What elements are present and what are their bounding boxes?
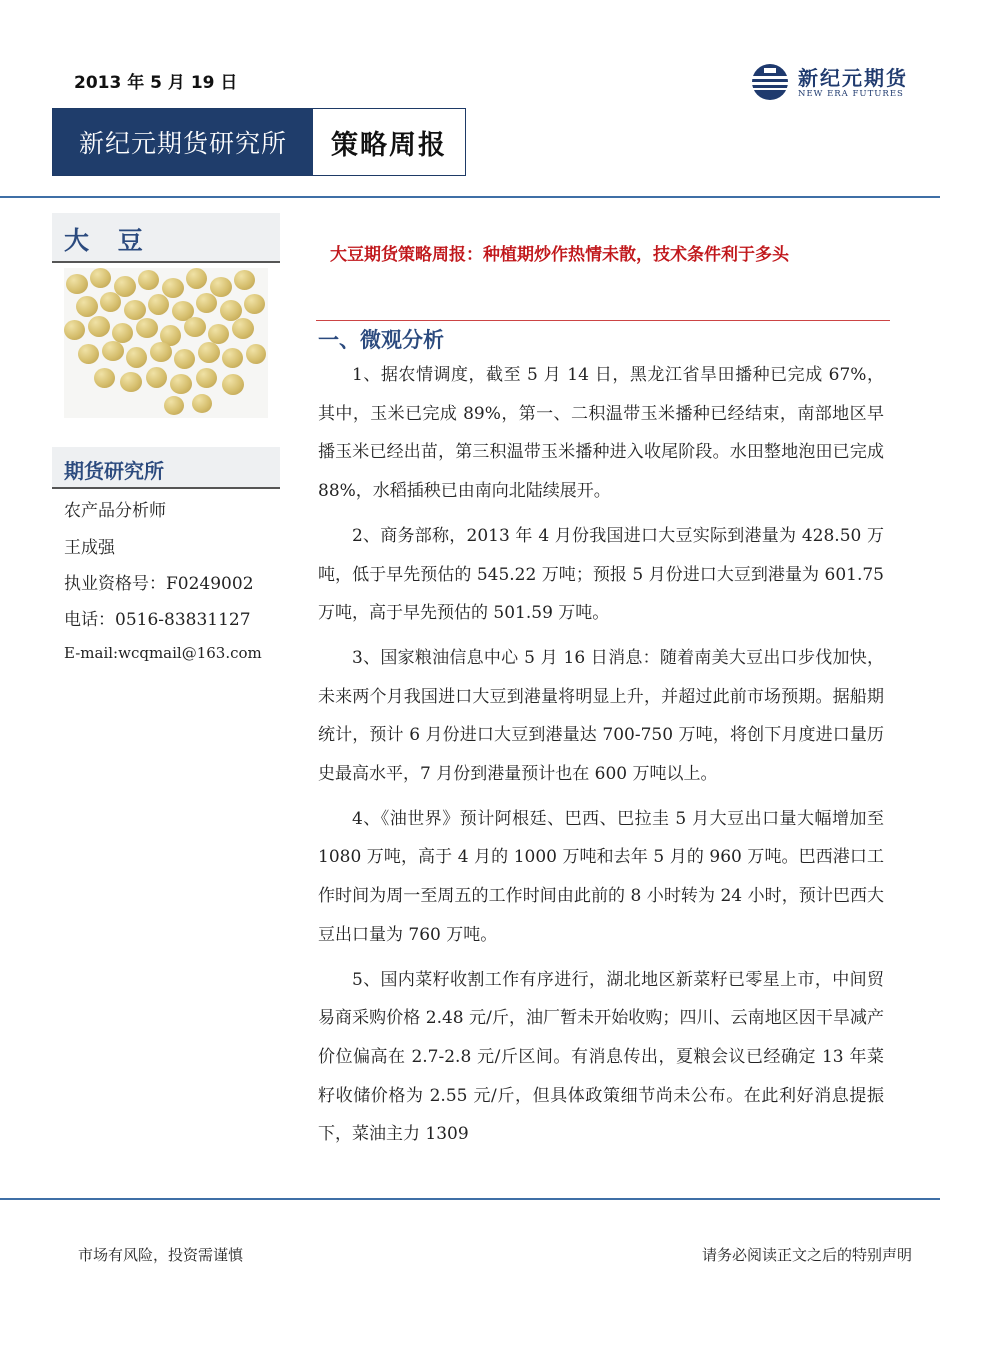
paragraph-3: 3、国家粮油信息中心 5 月 16 日消息：随着南美大豆出口步伐加快，未来两个月我国进口大豆到港量将明显上升，并超过此前市场预期。据船期统计，预计 6 月份进口大豆到港量达 700-750 万吨，将创下月度进口量历史最高水平，7 月份到港量预计也在 600 万吨以上。 xyxy=(318,647,884,785)
report-body xyxy=(318,356,884,1154)
paragraph-5: 5、国内菜籽收割工作有序进行，湖北地区新菜籽已零星上市，中间贸易商采购价格 2.48 元/斤，油厂暂未开始收购；四川、云南地区因干旱减产价位偏高在 2.7-2.8 元/斤区间。有消息传出，夏粮会议已经确定 13 年菜籽收储价格为 2.55 元/斤，但具体政策细节尚未公布。在此利好消息提振下，菜油主力 1309 xyxy=(318,969,884,1145)
logo-cn-text: 新纪元期货 xyxy=(798,66,908,90)
report-banner xyxy=(52,108,466,176)
footer-divider xyxy=(0,1198,940,1200)
headline-divider xyxy=(316,320,890,321)
footer-risk-note: 市场有风险，投资需谨慎 xyxy=(78,1246,244,1264)
paragraph-2: 2、商务部称，2013 年 4 月份我国进口大豆实际到港量为 428.50 万吨，低于早先预估的 545.22 万吨；预报 5 月份进口大豆到港量为 601.75 万吨，高于早先预估的 501.59 万吨。 xyxy=(318,525,884,624)
globe-logo-icon xyxy=(750,62,790,102)
analyst-role: 农产品分析师 xyxy=(64,501,166,521)
analyst-name: 王成强 xyxy=(64,538,115,558)
logo-en-text: NEW ERA FUTURES xyxy=(798,89,904,99)
header-divider xyxy=(0,196,940,198)
footer-disclaimer-note: 请务必阅读正文之后的特别声明 xyxy=(701,1246,912,1264)
banner-org: 新纪元期货研究所 xyxy=(53,109,313,175)
analyst-email: E-mail:wcqmail@163.com xyxy=(64,644,262,662)
sidebar-section-title: 期货研究所 xyxy=(64,459,164,483)
report-date: 2013 年 5 月 19 日 xyxy=(74,73,238,93)
analyst-phone: 电话：0516-83831127 xyxy=(64,610,251,630)
sidebar-commodity-box xyxy=(52,213,280,263)
report-headline: 大豆期货策略周报：种植期炒作热情未散，技术条件利于多头 xyxy=(330,245,789,265)
section-heading: 一、微观分析 xyxy=(318,327,444,352)
sidebar-commodity-title: 大 豆 xyxy=(64,226,153,255)
soybean-photo xyxy=(64,268,268,418)
sidebar-section-box xyxy=(52,447,280,489)
company-logo xyxy=(748,60,928,104)
paragraph-4: 4、《油世界》预计阿根廷、巴西、巴拉圭 5 月大豆出口量大幅增加至 1080 万吨，高于 4 月的 1000 万吨和去年 5 月的 960 万吨。巴西港口工作时间为周一至周五的工作时间由此前的 8 小时转为 24 小时，预计巴西大豆出口量为 760 万吨。 xyxy=(318,808,884,945)
analyst-license: 执业资格号：F0249002 xyxy=(64,574,254,594)
banner-report-type: 策略周报 xyxy=(313,109,465,175)
paragraph-1: 1、据农情调度，截至 5 月 14 日，黑龙江省旱田播种已完成 67%，其中，玉米已完成 89%，第一、二积温带玉米播种已经结束，南部地区早播玉米已经出苗，第三积温带玉米播种进入收尾阶段。水田整地泡田已完成 88%，水稻插秧已由南向北陆续展开。 xyxy=(318,365,884,502)
